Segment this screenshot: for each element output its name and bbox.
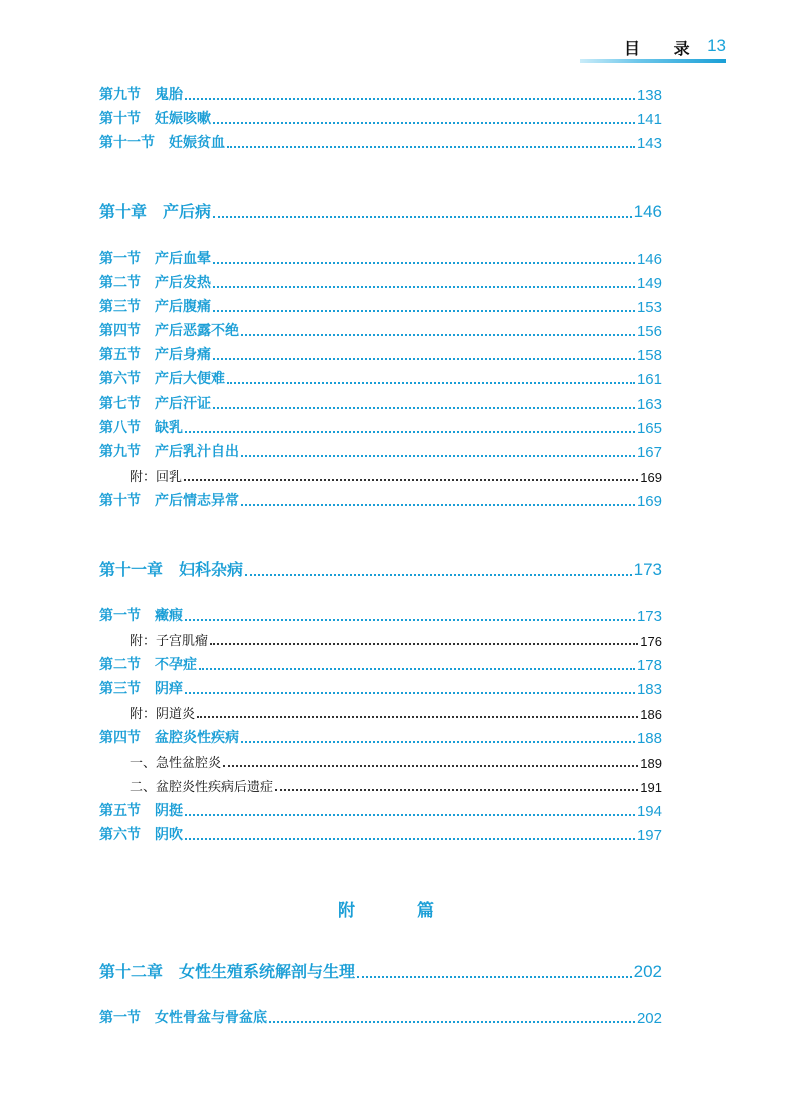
page-number: 156 (636, 323, 662, 340)
leader-dots (245, 574, 632, 576)
section-title: 女性骨盆与骨盆底 (155, 1010, 267, 1026)
section-title: 产后大便难 (155, 371, 225, 387)
page-number: 191 (640, 780, 662, 795)
leader-dots (241, 334, 635, 336)
toc-section[interactable] (99, 110, 662, 128)
page-number: 167 (636, 444, 662, 461)
section-number: 第十节 (99, 493, 141, 509)
page-number: 165 (636, 420, 662, 437)
leader-dots (185, 98, 635, 100)
section-number: 第二节 (99, 657, 141, 673)
toc-section[interactable] (99, 826, 662, 844)
toc-chapter[interactable] (99, 560, 662, 580)
page-number: 188 (636, 730, 662, 747)
chapter-title: 女性生殖系统解剖与生理 (179, 962, 356, 981)
leader-dots (357, 976, 632, 978)
section-title: 产后汗证 (155, 396, 211, 412)
leader-dots (185, 814, 635, 816)
toc-section[interactable] (99, 298, 662, 316)
chapter-number: 第十二章 (99, 962, 164, 981)
toc-chapter[interactable] (99, 202, 662, 222)
toc-section[interactable] (99, 419, 662, 437)
leader-dots (185, 431, 635, 433)
running-header (580, 36, 726, 58)
page-number: 173 (633, 560, 662, 579)
section-number: 第二节 (99, 275, 141, 291)
toc-section[interactable] (99, 370, 662, 388)
toc-section[interactable] (99, 322, 662, 340)
toc-subentry[interactable] (130, 779, 662, 795)
chapter-title: 产后病 (163, 202, 212, 221)
section-title: 产后恶露不绝 (155, 323, 239, 339)
toc-section[interactable] (99, 729, 662, 747)
page-number: 173 (636, 608, 662, 625)
leader-dots (213, 286, 635, 288)
section-title: 产后身痛 (155, 347, 211, 363)
toc-section[interactable] (99, 250, 662, 268)
section-title: 妊娠贫血 (169, 135, 225, 151)
subentry-title: 附：子宫肌瘤 (130, 634, 209, 649)
toc-section[interactable] (99, 274, 662, 292)
leader-dots (227, 382, 635, 384)
section-number: 第一节 (99, 608, 141, 624)
toc-section[interactable] (99, 680, 662, 698)
leader-dots (185, 692, 635, 694)
page-number: 186 (640, 707, 662, 722)
page-number: 153 (636, 299, 662, 316)
toc-section[interactable] (99, 443, 662, 461)
toc-section[interactable] (99, 134, 662, 152)
leader-dots (213, 358, 635, 360)
toc-section[interactable] (99, 607, 662, 625)
section-number: 第四节 (99, 730, 141, 746)
toc-subentry[interactable] (130, 706, 662, 722)
leader-dots (185, 838, 635, 840)
page-number: 146 (633, 202, 662, 221)
part-title: 附 篇 (338, 901, 462, 921)
header-title: 目 录 (624, 39, 704, 58)
subentry-title: 附：回乳 (130, 470, 183, 485)
toc-section[interactable] (99, 1009, 662, 1027)
page-number: 138 (636, 87, 662, 104)
section-number: 第七节 (99, 396, 141, 412)
page-number: 146 (636, 251, 662, 268)
leader-dots (210, 643, 638, 645)
toc-subentry[interactable] (130, 755, 662, 771)
page-number: 202 (633, 962, 662, 981)
subentry-title: 一、急性盆腔炎 (130, 756, 222, 771)
page-number: 194 (636, 803, 662, 820)
page-number: 163 (636, 396, 662, 413)
page-number: 178 (636, 657, 662, 674)
section-title: 盆腔炎性疾病 (155, 730, 239, 746)
page-number: 158 (636, 347, 662, 364)
section-title: 产后乳汁自出 (155, 444, 239, 460)
section-number: 第五节 (99, 347, 141, 363)
page-number: 169 (636, 493, 662, 510)
page-number: 149 (636, 275, 662, 292)
subentry-title: 二、盆腔炎性疾病后遗症 (130, 780, 274, 795)
page-number: 169 (640, 470, 662, 485)
section-title: 产后情志异常 (155, 493, 239, 509)
leader-dots (213, 407, 635, 409)
toc-section[interactable] (99, 346, 662, 364)
leader-dots (213, 310, 635, 312)
leader-dots (213, 262, 635, 264)
section-title: 阴痒 (155, 681, 183, 697)
section-title: 阴吹 (155, 827, 183, 843)
section-title: 产后血晕 (155, 251, 211, 267)
page-number: 202 (636, 1010, 662, 1027)
toc-subentry[interactable] (130, 633, 662, 649)
section-number: 第八节 (99, 420, 141, 436)
header-page-number: 13 (707, 36, 726, 55)
page-number: 141 (636, 111, 662, 128)
section-title: 鬼胎 (155, 87, 183, 103)
section-number: 第十节 (99, 111, 141, 127)
leader-dots (185, 619, 635, 621)
section-number: 第九节 (99, 87, 141, 103)
leader-dots (197, 716, 638, 718)
leader-dots (269, 1021, 635, 1023)
section-number: 第六节 (99, 827, 141, 843)
page-number: 183 (636, 681, 662, 698)
leader-dots (213, 122, 635, 124)
leader-dots (241, 504, 635, 506)
toc-section[interactable] (99, 86, 662, 104)
section-number: 第三节 (99, 299, 141, 315)
toc-section[interactable] (99, 492, 662, 510)
section-title: 妊娠咳嗽 (155, 111, 211, 127)
leader-dots (275, 789, 638, 791)
page-number: 161 (636, 371, 662, 388)
section-number: 第三节 (99, 681, 141, 697)
section-title: 癥瘕 (155, 608, 183, 624)
leader-dots (213, 216, 632, 218)
toc-section[interactable] (99, 656, 662, 674)
section-title: 缺乳 (155, 420, 183, 436)
section-number: 第十一节 (99, 135, 155, 151)
toc-chapter[interactable] (99, 962, 662, 982)
toc-subentry[interactable] (130, 469, 662, 485)
section-title: 产后发热 (155, 275, 211, 291)
section-number: 第一节 (99, 251, 141, 267)
section-title: 阴挺 (155, 803, 183, 819)
section-title: 产后腹痛 (155, 299, 211, 315)
section-number: 第一节 (99, 1010, 141, 1026)
section-number: 第六节 (99, 371, 141, 387)
toc-section[interactable] (99, 395, 662, 413)
chapter-title: 妇科杂病 (179, 560, 244, 579)
chapter-number: 第十一章 (99, 560, 164, 579)
toc-section[interactable] (99, 802, 662, 820)
section-title: 不孕症 (155, 657, 197, 673)
subentry-title: 附：阴道炎 (130, 707, 196, 722)
section-number: 第四节 (99, 323, 141, 339)
section-number: 第五节 (99, 803, 141, 819)
page-number: 176 (640, 634, 662, 649)
chapter-number: 第十章 (99, 202, 148, 221)
leader-dots (184, 479, 638, 481)
page-number: 143 (636, 135, 662, 152)
leader-dots (223, 765, 638, 767)
page-number: 189 (640, 756, 662, 771)
leader-dots (199, 668, 635, 670)
leader-dots (227, 146, 635, 148)
section-number: 第九节 (99, 444, 141, 460)
page-number: 197 (636, 827, 662, 844)
leader-dots (241, 455, 635, 457)
header-rule (580, 59, 726, 63)
leader-dots (241, 741, 635, 743)
